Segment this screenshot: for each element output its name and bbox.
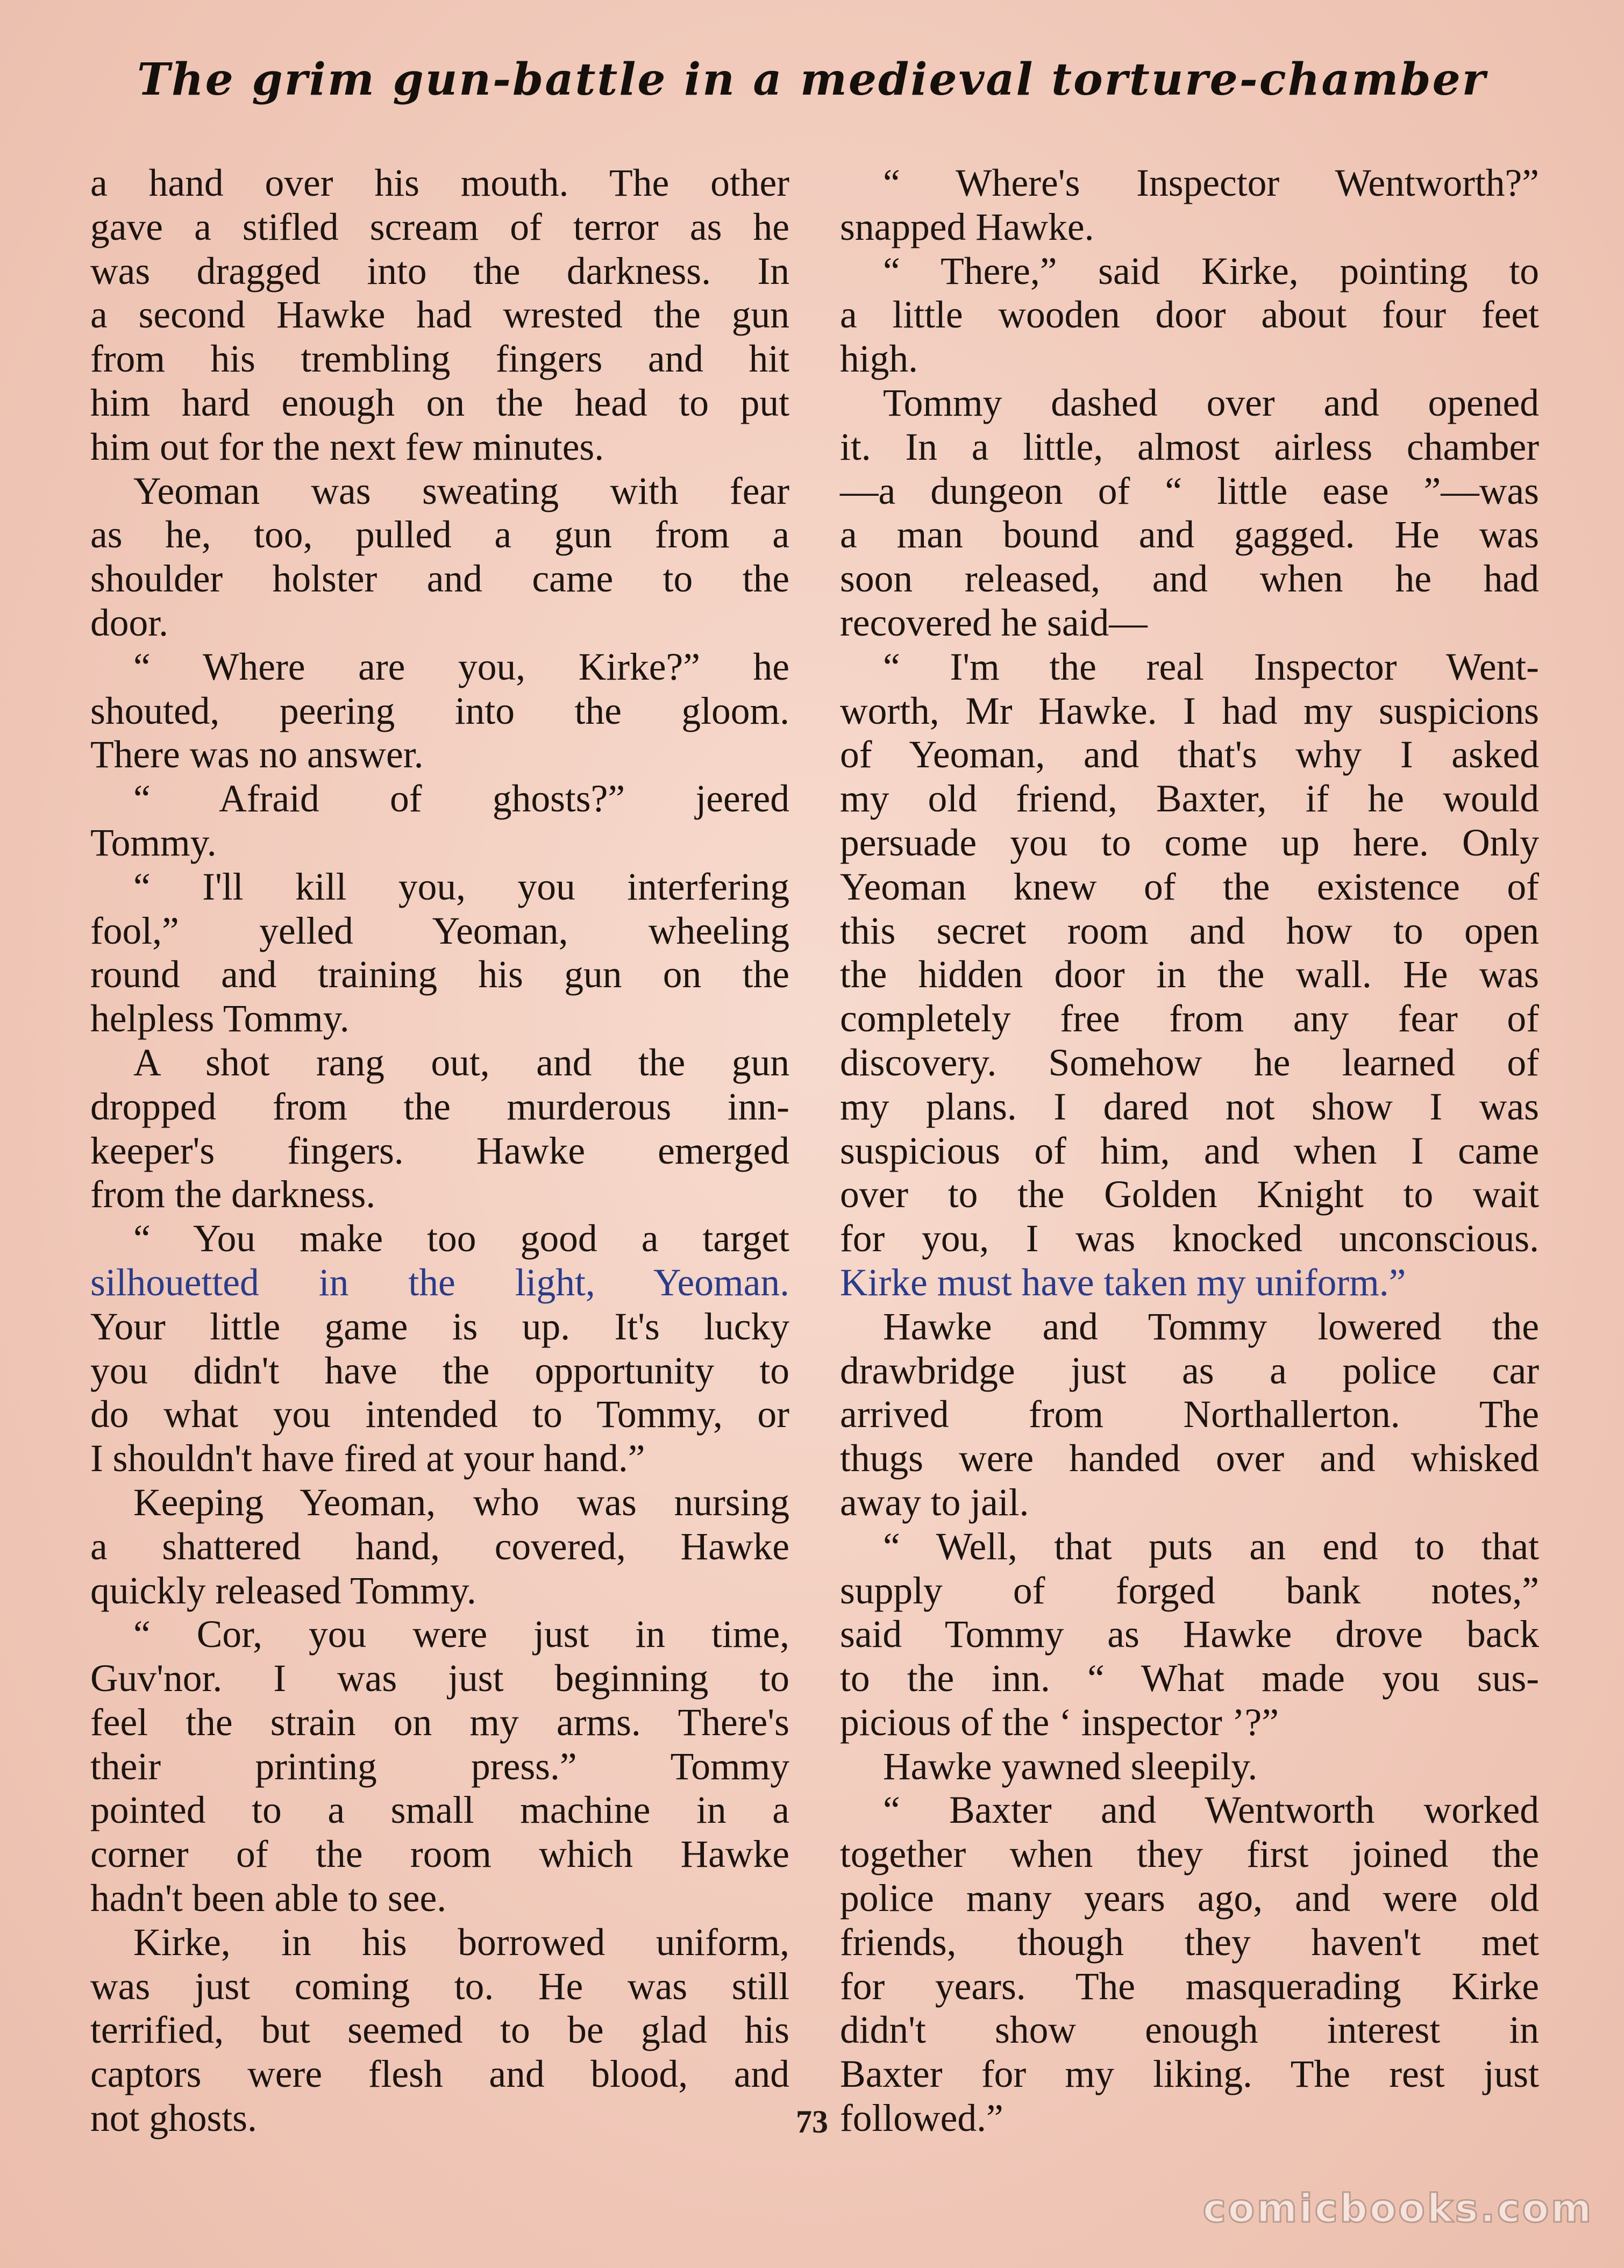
text-line: was dragged into the darkness. In [90,249,789,293]
text-line: helpless Tommy. [90,997,350,1040]
text-line: captors were flesh and blood, and [90,2053,789,2096]
text-line: didn't show enough interest in [840,2009,1539,2052]
text-line: a hand over his mouth. The other [90,162,789,204]
text-line: supply of forged bank notes,” [840,1569,1539,1612]
text-line: from his trembling fingers and hit [90,338,789,381]
text-line: from the darkness. [90,1173,376,1216]
text-line: of Yeoman, and that's why I asked [840,733,1539,776]
text-line: I shouldn't have fired at your hand.” [90,1437,645,1480]
text-line: dropped from the murderous inn- [90,1085,789,1128]
text-line: soon released, and when he had [840,558,1539,601]
text-line: quickly released Tommy. [90,1569,476,1612]
text-line: friends, though they haven't met [840,1921,1539,1964]
text-line: Tommy. [90,821,217,864]
text-line: discovery. Somehow he learned of [840,1041,1539,1084]
text-line: picious of the ‘ inspector ’?” [840,1701,1279,1744]
text-line: “ I'll kill you, you interfering [133,865,789,908]
text-line: Hawke yawned sleepily. [883,1745,1258,1788]
comicbooks-watermark-logo [1199,2183,1597,2237]
text-line: you didn't have the opportunity to [90,1349,789,1392]
text-line: together when they first joined the [840,1833,1539,1876]
right-text-column [840,161,1539,2141]
text-line: followed.” [840,2097,1003,2140]
text-line: Your little game is up. It's lucky [90,1305,789,1348]
text-line: “ Afraid of ghosts?” jeered [133,778,789,821]
text-line: feel the strain on my arms. There's [90,1701,789,1744]
text-line: Guv'nor. I was just beginning to [90,1657,789,1700]
text-line: fool,” yelled Yeoman, wheeling [90,909,789,952]
text-line: gave a stifled scream of terror as he [90,205,789,248]
text-line: this secret room and how to open [840,909,1539,952]
text-line: their printing press.” Tommy [90,1745,789,1788]
text-line: “ Baxter and Wentworth worked [883,1789,1539,1832]
text-line: away to jail. [840,1481,1029,1524]
text-line: “ I'm the real Inspector Went- [883,645,1539,688]
text-line: Hawke and Tommy lowered the [883,1305,1539,1348]
text-line: for you, I was knocked unconscious. [840,1217,1539,1260]
text-line: a man bound and gagged. He was [840,513,1539,557]
text-line: over to the Golden Knight to wait [840,1173,1539,1216]
text-line: recovered he said— [840,601,1148,644]
text-line: police many years ago, and were old [840,1877,1539,1920]
page-headline: The grim gun-battle in a medieval torture-chamber [137,54,1487,105]
text-line: not ghosts. [90,2097,257,2140]
text-line: arrived from Northallerton. The [840,1393,1539,1436]
text-line: “ Cor, you were just in time, [133,1613,789,1656]
text-line: my plans. I dared not show I was [840,1085,1539,1128]
text-line: worth, Mr Hawke. I had my suspicions [840,689,1539,732]
text-line: “ You make too good a target [133,1217,789,1260]
text-line: snapped Hawke. [840,205,1094,248]
text-line: my old friend, Baxter, if he would [840,778,1539,821]
text-line: persuade you to come up here. Only [840,821,1539,864]
text-line: shouted, peering into the gloom. [90,689,789,732]
text-line: corner of the room which Hawke [90,1833,789,1876]
text-line: said Tommy as Hawke drove back [840,1613,1539,1656]
text-line: him hard enough on the head to put [90,381,789,424]
text-line: Kirke must have taken my uniform.” [840,1261,1406,1304]
text-line: hadn't been able to see. [90,1877,447,1920]
text-line: high. [840,338,918,381]
text-line: a second Hawke had wrested the gun [90,294,789,337]
text-line: it. In a little, almost airless chamber [840,425,1539,468]
text-line: to the inn. “ What made you sus- [840,1657,1539,1700]
text-line: as he, too, pulled a gun from a [90,513,789,557]
text-line: “ There,” said Kirke, pointing to [883,249,1539,293]
text-line: a shattered hand, covered, Hawke [90,1525,789,1568]
text-line: pointed to a small machine in a [90,1789,789,1832]
left-text-column [90,161,789,2141]
text-line: completely free from any fear of [840,997,1539,1040]
text-line: for years. The masquerading Kirke [840,1965,1539,2008]
text-line: A shot rang out, and the gun [133,1041,789,1084]
text-line: There was no answer. [90,733,424,776]
text-line: him out for the next few minutes. [90,425,604,468]
text-line: terrified, but seemed to be glad his [90,2009,789,2052]
text-line: the hidden door in the wall. He was [840,953,1539,996]
text-line: silhouetted in the light, Yeoman. [90,1261,789,1304]
text-line: “ Where's Inspector Wentworth?” [883,162,1539,204]
text-line: Keeping Yeoman, who was nursing [133,1481,789,1524]
svg-text:comicbooks.com: comicbooks.com [1202,2186,1594,2231]
text-line: round and training his gun on the [90,953,789,996]
text-line: —a dungeon of “ little ease ”—was [840,469,1539,512]
text-line: thugs were handed over and whisked [840,1437,1539,1480]
text-line: do what you intended to Tommy, or [90,1393,789,1436]
text-line: keeper's fingers. Hawke emerged [90,1129,789,1172]
text-line: was just coming to. He was still [90,1965,789,2008]
text-line: suspicious of him, and when I came [840,1129,1539,1172]
text-line: “ Where are you, Kirke?” he [133,645,789,688]
text-line: Kirke, in his borrowed uniform, [133,1921,789,1964]
text-line: “ Well, that puts an end to that [883,1525,1539,1568]
page-number: 73 [796,2104,828,2139]
text-line: Yeoman knew of the existence of [840,865,1539,908]
text-line: Yeoman was sweating with fear [133,469,789,512]
text-line: drawbridge just as a police car [840,1349,1539,1392]
text-line: Tommy dashed over and opened [883,381,1539,424]
text-line: shoulder holster and came to the [90,558,789,601]
text-line: Baxter for my liking. The rest just [840,2053,1539,2096]
text-line: door. [90,601,168,644]
text-line: a little wooden door about four feet [840,294,1539,337]
